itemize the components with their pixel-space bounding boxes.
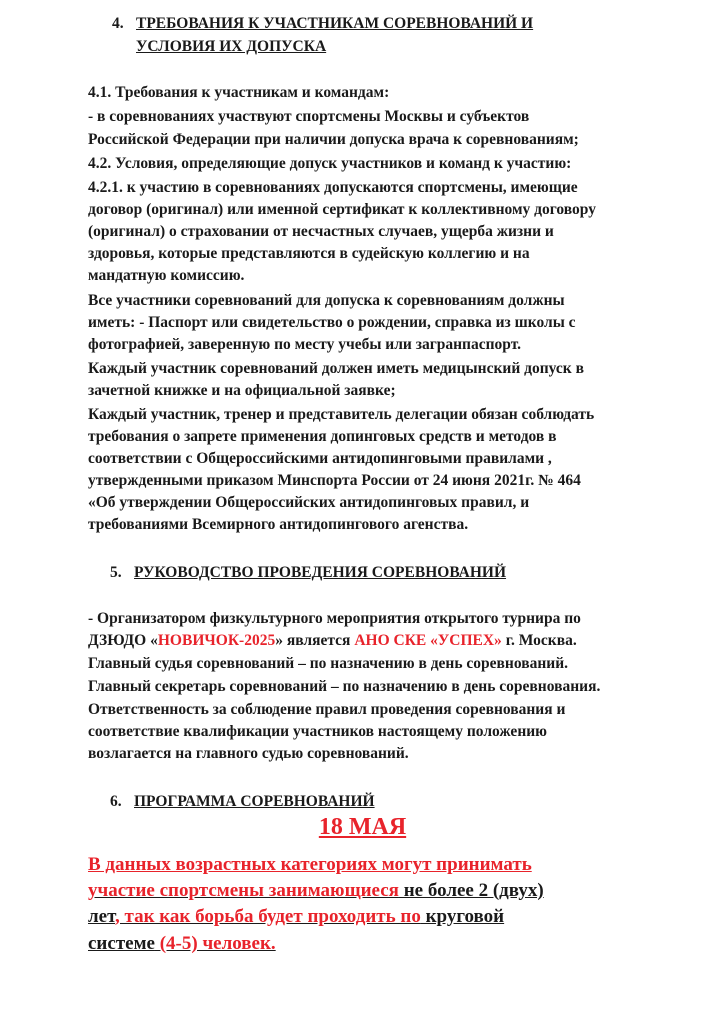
section-4-line: мандатную комиссию. xyxy=(88,267,245,284)
text-segment: круговой xyxy=(420,906,505,927)
section-5-line: Ответственность за соблюдение правил проведения соревнования и xyxy=(88,701,566,718)
section-4-line: (оригинал) о страховании от несчастных случаев, ущерба жизни и xyxy=(88,223,554,240)
section-4-line: требования о запрете применения допинговых средств и методов в xyxy=(88,428,557,445)
section-4-line: здоровья, которые представляются в судейскую коллегию и на xyxy=(88,245,530,262)
section-4-line: 4.2. Условия, определяющие допуск участников и команд к участию: xyxy=(88,155,572,172)
organizer-name: АНО СКЕ «УСПЕХ» xyxy=(354,632,502,649)
section-4-title-line2: УСЛОВИЯ ИХ ДОПУСКА xyxy=(136,38,327,55)
section-4-line: соответствии с Общероссийскими антидопинговыми правилами , xyxy=(88,450,552,467)
section-4-line: «Об утверждении Общероссийских антидопинговых правил, и xyxy=(88,494,530,511)
tournament-name: НОВИЧОК-2025 xyxy=(157,632,276,649)
section-6-heading xyxy=(110,792,375,812)
program-note-line xyxy=(88,931,276,957)
section-4-line: 4.2.1. к участию в соревнованиях допускаются спортсмены, имеющие xyxy=(88,179,578,196)
section-4-line: договор (оригинал) или именной сертификат к коллективному договору xyxy=(88,201,596,218)
section-4-number: 4. xyxy=(112,15,124,32)
text-segment: » является xyxy=(275,632,355,649)
text-segment: ДЗЮДО « xyxy=(88,632,158,649)
text-segment: участие спортсмены занимающиеся xyxy=(88,880,399,901)
text-segment: г. Москва. xyxy=(501,632,577,649)
section-4-line: Российской Федерации при наличии допуска врача к соревнованиям; xyxy=(88,131,579,148)
section-4-line: 4.1. Требования к участникам и командам: xyxy=(88,84,390,101)
program-note-line: В данных возрастных категориях могут принимать xyxy=(88,854,532,875)
program-note-line xyxy=(88,904,504,930)
section-5-title: РУКОВОДСТВО ПРОВЕДЕНИЯ СОРЕВНОВАНИЙ xyxy=(134,564,507,581)
section-4-line: утвержденными приказом Минспорта России от 24 июня 2021г. № 464 xyxy=(88,472,581,489)
section-4-line: зачетной книжке и на официальной заявке; xyxy=(88,382,396,399)
section-5-line: Главный судья соревнований – по назначению в день соревнований. xyxy=(88,655,569,672)
text-segment: системе xyxy=(88,933,155,954)
program-note-line xyxy=(88,878,544,904)
section-4-line: иметь: - Паспорт или свидетельство о рождении, справка из школы с xyxy=(88,314,576,331)
section-5-line: Главный секретарь соревнований – по назначению в день соревнования. xyxy=(88,678,601,695)
section-5-organizer-line xyxy=(88,631,577,651)
section-6-title: ПРОГРАММА СОРЕВНОВАНИЙ xyxy=(134,793,375,810)
section-4-line: Каждый участник, тренер и представитель делегации обязан соблюдать xyxy=(88,406,595,423)
competition-date: 18 МАЯ xyxy=(318,814,407,840)
section-5-number: 5. xyxy=(110,564,122,581)
section-6-number: 6. xyxy=(110,793,122,810)
section-4-line: Все участники соревнований для допуска к соревнованиям должны xyxy=(88,292,565,309)
section-5-line: соответствие квалификации участников настоящему положению xyxy=(88,723,548,740)
text-segment: лет xyxy=(88,906,115,927)
section-4-line: фотографией, заверенную по месту учебы или загранпаспорт. xyxy=(88,336,522,353)
section-5-heading xyxy=(110,563,506,583)
section-4-heading xyxy=(112,14,533,34)
section-4-line: требованиями Всемирного антидопингового агенства. xyxy=(88,516,469,533)
text-segment: (4-5) человек. xyxy=(154,933,276,954)
section-5-line: - Организатором физкультурного мероприятия открытого турнира по xyxy=(88,610,581,627)
text-segment: , так как борьба будет проходить по xyxy=(115,906,421,927)
text-segment: не более 2 (двух) xyxy=(398,880,544,901)
section-4-line: - в соревнованиях участвуют спортсмены Москвы и субъектов xyxy=(88,108,530,125)
section-5-line: возлагается на главного судью соревнований. xyxy=(88,745,409,762)
section-4-line: Каждый участник соревнований должен иметь медицынский допуск в xyxy=(88,360,584,377)
section-4-title-line1: ТРЕБОВАНИЯ К УЧАСТНИКАМ СОРЕВНОВАНИЙ И xyxy=(136,15,534,32)
